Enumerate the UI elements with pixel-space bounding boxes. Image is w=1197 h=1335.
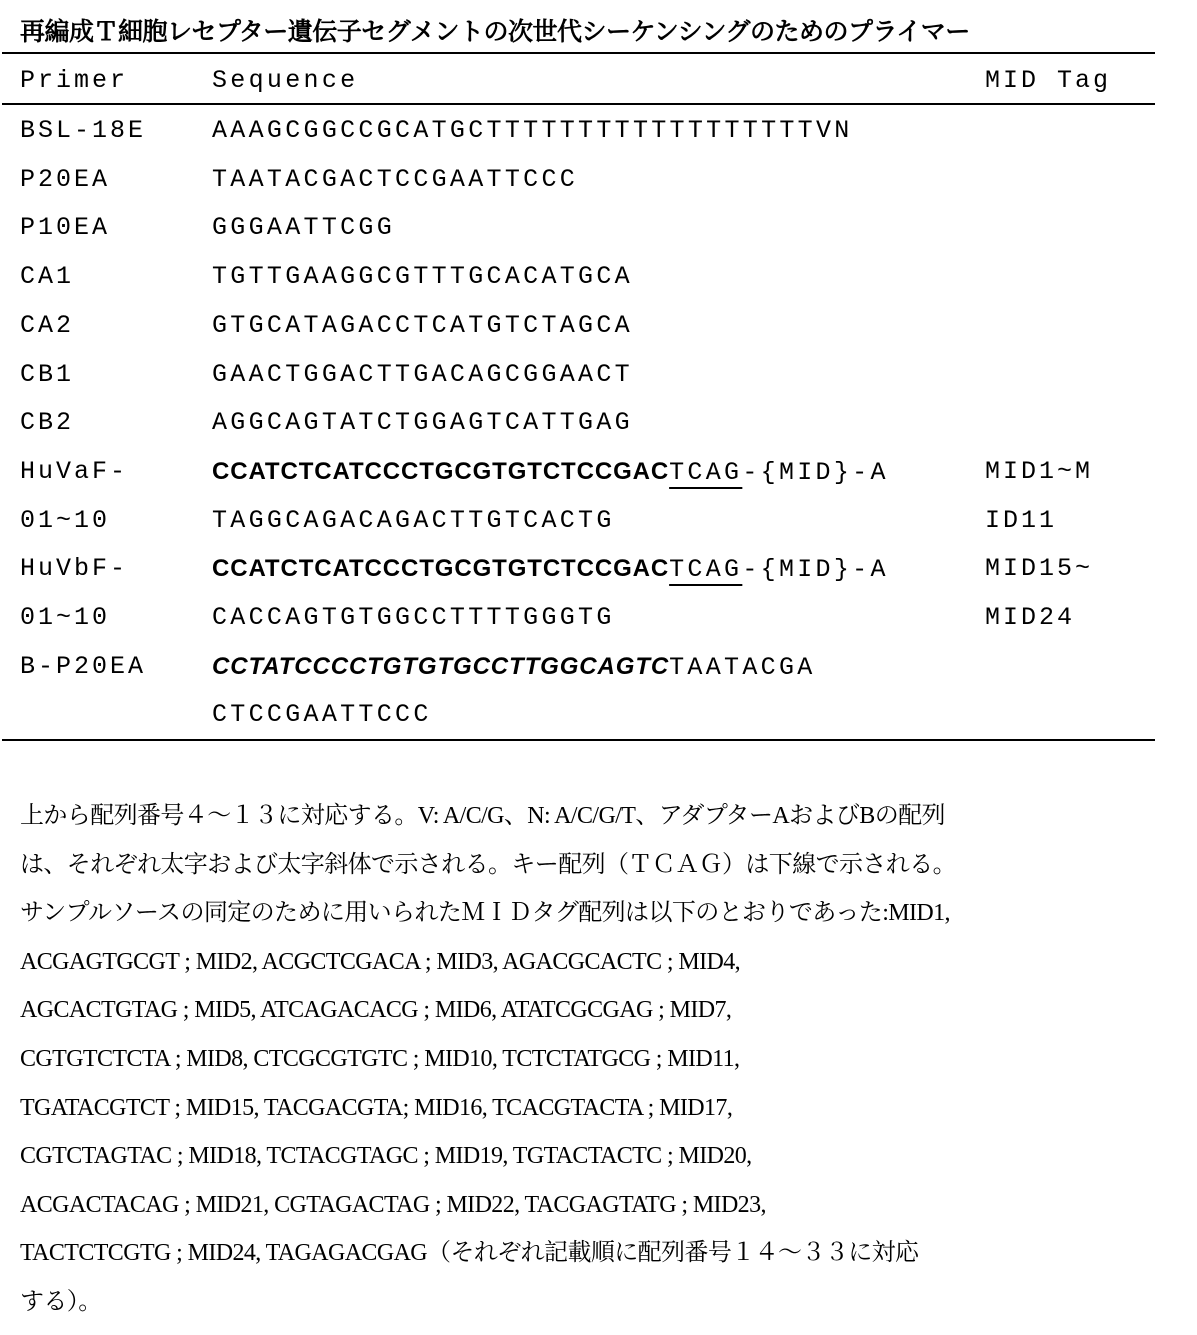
table-notes	[20, 792, 1190, 1327]
sequence-cell	[212, 496, 615, 545]
sequence-cell	[212, 544, 889, 594]
sequence-segment-plain: CACCAGTGTGGCCTTTTGGGTG	[212, 603, 615, 632]
sequence-segment-bold: CCATCTCATCCCTGCGTGTCTCCGAC	[212, 555, 669, 582]
primer-name: B-P20EA	[20, 642, 146, 691]
mid-tag: MID24	[985, 593, 1075, 642]
mid-tag: ID11	[985, 496, 1057, 545]
sequence-cell	[212, 252, 633, 301]
primer-name: CB1	[20, 350, 74, 399]
sequence-segment-plain: -{MID}-A	[742, 555, 888, 584]
note-line: AGCACTGTAG ; MID5, ATCAGACACG ; MID6, ATATCGCGAG ; MID7,	[20, 986, 1190, 1035]
sequence-cell	[212, 398, 633, 447]
primer-name: P20EA	[20, 155, 110, 204]
sequence-cell	[212, 155, 578, 204]
table-row	[0, 301, 1197, 350]
table-top-rule	[2, 52, 1155, 54]
note-line: TACTCTCGTG ; MID24, TAGAGACGAG（それぞれ記載順に配列番号１４～３３に対応	[20, 1229, 1190, 1278]
table-row	[0, 690, 1197, 739]
table-row	[0, 544, 1197, 593]
sequence-segment-bold: CCATCTCATCCCTGCGTGTCTCCGAC	[212, 458, 669, 485]
sequence-segment-plain: TAATACGA	[669, 653, 815, 682]
table-row	[0, 106, 1197, 155]
note-line: する）。	[20, 1278, 1190, 1327]
header-mid-tag: MID Tag	[985, 56, 1111, 105]
sequence-segment-plain: TGTTGAAGGCGTTTGCACATGCA	[212, 262, 633, 291]
sequence-segment-plain: AAAGCGGCCGCATGCTTTTTTTTTTTTTTTTTTVN	[212, 116, 853, 145]
mid-tag: MID1~M	[985, 447, 1093, 496]
sequence-segment-plain: TAGGCAGACAGACTTGTCACTG	[212, 506, 615, 535]
note-line: CGTGTCTCTA ; MID8, CTCGCGTGTC ; MID10, TCTCTATGCG ; MID11,	[20, 1035, 1190, 1084]
note-line: 上から配列番号４～１３に対応する。V: A/C/G、N: A/C/G/T、アダプターAおよびBの配列	[20, 792, 1190, 841]
sequence-segment-plain: AGGCAGTATCTGGAGTCATTGAG	[212, 408, 633, 437]
sequence-segment-plain: CTCCGAATTCCC	[212, 700, 432, 729]
primer-name: 01~10	[20, 593, 110, 642]
sequence-segment-plain: GGGAATTCGG	[212, 213, 395, 242]
primer-name: CA1	[20, 252, 74, 301]
sequence-cell	[212, 301, 633, 350]
header-primer: Primer	[20, 56, 128, 105]
note-line: ACGACTACAG ; MID21, CGTAGACTAG ; MID22, TACGAGTATG ; MID23,	[20, 1181, 1190, 1230]
table-title: 再編成Ｔ細胞レセプター遺伝子セグメントの次世代シーケンシングのためのプライマー	[20, 12, 970, 48]
note-line: ACGAGTGCGT ; MID2, ACGCTCGACA ; MID3, AGACGCACTC ; MID4,	[20, 938, 1190, 987]
sequence-cell	[212, 690, 432, 739]
note-line: サンプルソースの同定のために用いられたＭＩＤタグ配列は以下のとおりであった:MID1,	[20, 889, 1190, 938]
sequence-segment-plain: -{MID}-A	[742, 458, 888, 487]
sequence-cell	[212, 593, 615, 642]
primer-name: BSL-18E	[20, 106, 146, 155]
sequence-segment-bolditalic: CCTATCCCCTGTGTGCCTTGGCAGTC	[212, 653, 669, 680]
sequence-segment-plain: GAACTGGACTTGACAGCGGAACT	[212, 360, 633, 389]
primer-name: CB2	[20, 398, 74, 447]
table-row	[0, 350, 1197, 399]
table-row	[0, 496, 1197, 545]
sequence-segment-underline: TCAG	[669, 555, 742, 584]
note-line: TGATACGTCT ; MID15, TACGACGTA; MID16, TCACGTACTA ; MID17,	[20, 1084, 1190, 1133]
sequence-cell	[212, 106, 853, 155]
header-sequence: Sequence	[212, 56, 358, 105]
sequence-cell	[212, 203, 395, 252]
table-row	[0, 593, 1197, 642]
sequence-cell	[212, 447, 889, 497]
mid-tag: MID15~	[985, 544, 1093, 593]
table-row	[0, 447, 1197, 496]
table-row	[0, 155, 1197, 204]
table-row	[0, 398, 1197, 447]
primer-name: 01~10	[20, 496, 110, 545]
sequence-cell	[212, 350, 633, 399]
sequence-segment-underline: TCAG	[669, 458, 742, 487]
primer-name: CA2	[20, 301, 74, 350]
table-header-row	[0, 56, 1197, 105]
sequence-segment-plain: GTGCATAGACCTCATGTCTAGCA	[212, 311, 633, 340]
table-row	[0, 642, 1197, 691]
note-line: CGTCTAGTAC ; MID18, TCTACGTAGC ; MID19, TGTACTACTC ; MID20,	[20, 1132, 1190, 1181]
primer-name: P10EA	[20, 203, 110, 252]
table-row	[0, 203, 1197, 252]
primer-name: HuVaF-	[20, 447, 128, 496]
table-row	[0, 252, 1197, 301]
table-bottom-rule	[2, 739, 1155, 741]
note-line: は、それぞれ太字および太字斜体で示される。キー配列（ＴＣＡＧ）は下線で示される。	[20, 841, 1190, 890]
sequence-segment-plain: TAATACGACTCCGAATTCCC	[212, 165, 578, 194]
sequence-cell	[212, 642, 816, 692]
table-header-rule	[2, 103, 1155, 105]
primer-name: HuVbF-	[20, 544, 128, 593]
